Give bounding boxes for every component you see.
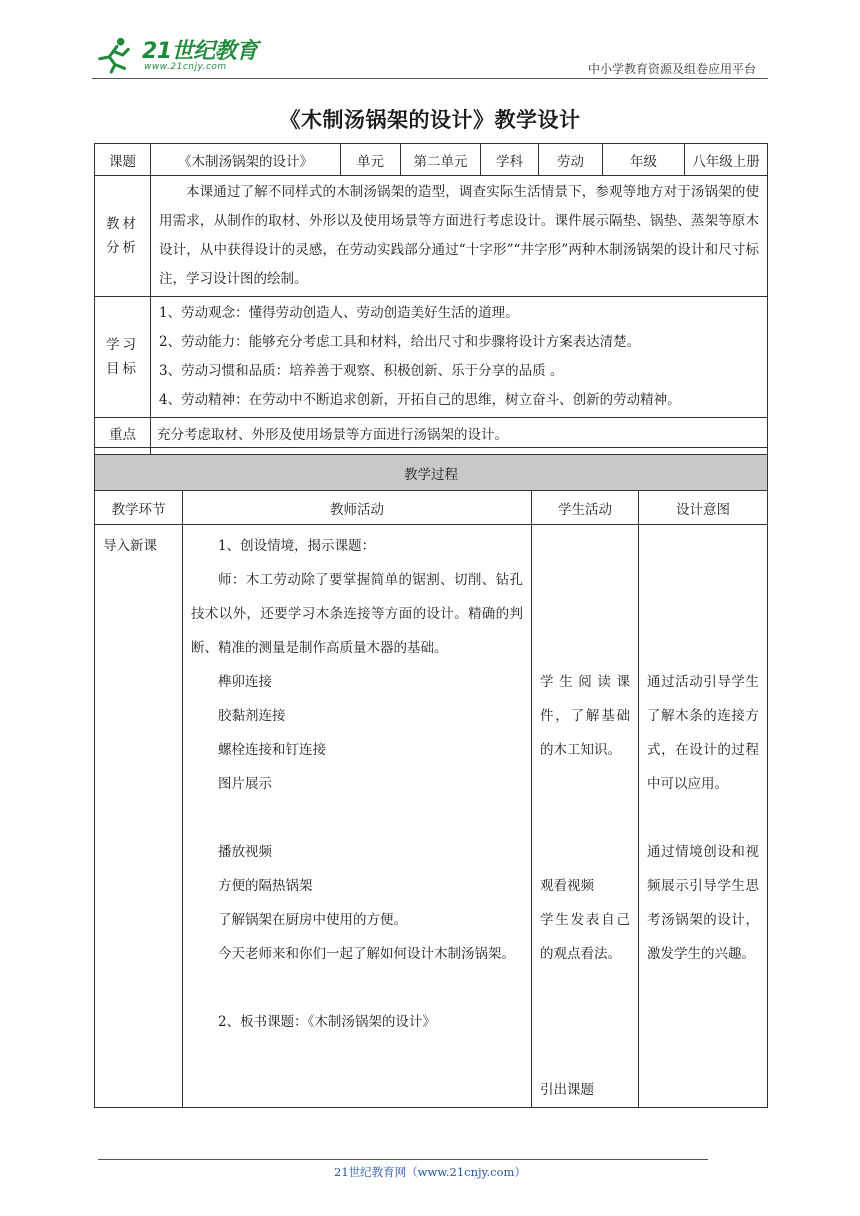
analysis-label: 教材分析 xyxy=(95,176,151,297)
stage-cell xyxy=(95,525,183,1108)
process-heading: 教学过程 xyxy=(95,455,768,491)
teacher-line: 2、板书课题：《木制汤锅架的设计》 xyxy=(218,1014,436,1030)
footer-divider xyxy=(98,1159,708,1160)
column-header: 学生活动 xyxy=(532,491,639,525)
analysis-row xyxy=(95,176,768,297)
student-text: 学生阅读课件，了解基础的木工知识。 xyxy=(540,674,630,758)
spacer xyxy=(540,529,630,665)
spacer xyxy=(540,767,630,869)
info-row xyxy=(95,144,768,176)
topic-value: 《木制汤锅架的设计》 xyxy=(151,144,341,176)
objectives-label: 学习目标 xyxy=(95,297,151,418)
key-point-row xyxy=(95,418,768,448)
analysis-text: 本课通过了解不同样式的木制汤锅架的造型，调查实际生活情景下，参观等地方对于汤锅架的使用需求，从制作的取材、外形以及使用场景等方面进行考虑设计。课件展示隔垫、锅垫、蒸架等原木设计，从中获得设计的灵感，在劳动实践部分通过“十字形”“井字形”两种木制汤锅架的设计和尺寸标注，学习设计图的绘制。 xyxy=(151,176,768,297)
document-title: 《木制汤锅架的设计》教学设计 xyxy=(279,107,581,132)
teacher-line: 了解锅架在厨房中使用的方便。 xyxy=(218,912,407,928)
logo xyxy=(92,32,262,76)
student-activity xyxy=(532,525,639,1108)
teacher-line: 图片展示 xyxy=(218,776,272,792)
teacher-paragraph: 师：木工劳动除了要掌握简单的锯割、切削、钻孔技术以外，还要学习木条连接等方面的设计。精确的判断、精准的测量是制作高质量木器的基础。 xyxy=(191,572,523,656)
subject-label: 学科 xyxy=(481,144,539,176)
column-header: 教学环节 xyxy=(95,491,183,525)
stage-name: 导入新课 xyxy=(103,538,157,554)
column-header: 教师活动 xyxy=(183,491,532,525)
teacher-activity xyxy=(183,525,532,1108)
footer-text: 21世纪教育网（www.21cnjy.com） xyxy=(334,1165,526,1179)
spacer xyxy=(540,971,630,1073)
objective-item: 2、劳动能力：能够充分考虑工具和材料，给出尺寸和步骤将设计方案表达清楚。 xyxy=(159,334,641,350)
header-divider xyxy=(92,78,768,79)
teacher-line: 螺栓连接和钉连接 xyxy=(218,742,326,758)
blank-line xyxy=(191,801,523,835)
subject-value: 劳动 xyxy=(539,144,603,176)
student-text: 学生发表自己的观点看法。 xyxy=(540,912,630,962)
teacher-line: 1、创设情境，揭示课题： xyxy=(218,538,376,554)
objective-item: 1、劳动观念：懂得劳动创造人、劳动创造美好生活的道理。 xyxy=(159,305,519,321)
grade-label: 年级 xyxy=(603,144,685,176)
key-point-label: 重点 xyxy=(95,418,151,448)
spacer xyxy=(647,801,759,835)
column-header: 设计意图 xyxy=(639,491,768,525)
platform-name: 中小学教育资源及组卷应用平台 xyxy=(587,62,756,76)
objectives-row xyxy=(95,297,768,418)
teacher-line: 榫卯连接 xyxy=(218,674,272,690)
topic-label: 课题 xyxy=(95,144,151,176)
unit-label: 单元 xyxy=(341,144,401,176)
spacer xyxy=(647,529,759,665)
teacher-line: 方便的隔热锅架 xyxy=(218,878,313,894)
teacher-line: 胶黏剂连接 xyxy=(218,708,286,724)
process-body-row xyxy=(95,525,768,1108)
intent-text: 通过活动引导学生了解木条的连接方式，在设计的过程中可以应用。 xyxy=(647,674,759,792)
page-header xyxy=(92,28,760,80)
design-intent xyxy=(639,525,768,1108)
student-text: 观看视频 xyxy=(540,878,594,894)
unit-value: 第二单元 xyxy=(401,144,481,176)
grade-value: 八年级上册 xyxy=(685,144,768,176)
objective-item: 3、劳动习惯和品质：培养善于观察、积极创新、乐于分享的品质 。 xyxy=(159,363,564,379)
objectives-list xyxy=(151,297,768,418)
process-table xyxy=(94,454,768,1108)
blank-line xyxy=(191,971,523,1005)
process-columns-row xyxy=(95,491,768,525)
teacher-paragraph: 今天老师来和你们一起了解如何设计木制汤锅架。 xyxy=(218,946,515,962)
teacher-line: 播放视频 xyxy=(218,844,272,860)
info-table xyxy=(94,143,768,478)
logo-url: www.21cnjy.com xyxy=(144,62,227,72)
process-heading-row xyxy=(95,455,768,491)
objective-item: 4、劳动精神：在劳动中不断追求创新，开拓自己的思维，树立奋斗、创新的劳动精神。 xyxy=(159,392,681,408)
intent-text: 通过情境创设和视频展示引导学生思考汤锅架的设计，激发学生的兴趣。 xyxy=(647,844,759,962)
runner-icon xyxy=(96,36,134,74)
student-text: 引出课题 xyxy=(540,1082,594,1098)
key-point-text: 充分考虑取材、外形及使用场景等方面进行汤锅架的设计。 xyxy=(151,418,768,448)
logo-text: 21世纪教育 xyxy=(142,39,258,64)
